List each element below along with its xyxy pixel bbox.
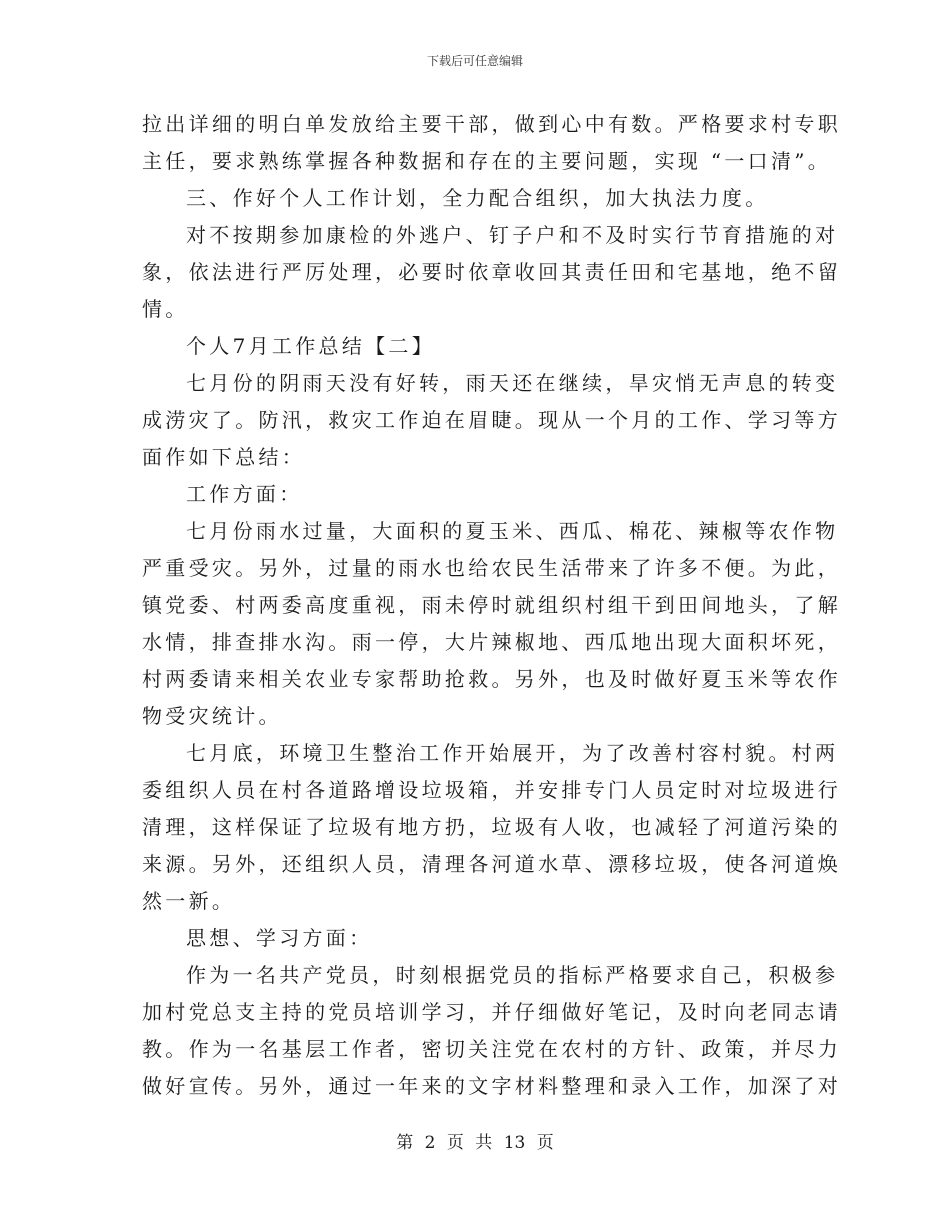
text-line: 严重受灾。另外，过量的雨水也给农民生活带来了许多不便。为此， [142,556,841,580]
page-header: 下载后可任意编辑 [426,54,523,68]
text-line: 加村党总支主持的党员培训学习，并仔细做好笔记，及时向老同志请 [142,1000,841,1024]
text-line: 三、作好个人工作计划，全力配合组织，加大执法力度。 [186,186,769,210]
text-line: 个人7月工作总结【二】 [186,334,436,358]
text-line: 七月底，环境卫生整治工作开始展开，为了改善村容村貌。村两 [186,741,839,765]
text-line: 七月份雨水过量，大面积的夏玉米、西瓜、棉花、辣椒等农作物 [186,519,839,543]
text-line: 思想、学习方面： [186,926,373,950]
page-footer: 第 2 页 共 13 页 [396,1133,554,1153]
text-line: 七月份的阴雨天没有好转，雨天还在继续，旱灾悄无声息的转变 [186,371,839,395]
text-line: 工作方面： [186,482,303,506]
text-line: 情。 [142,297,189,321]
text-line: 拉出详细的明白单发放给主要干部，做到心中有数。严格要求村专职 [142,112,841,136]
document-body [142,106,841,1105]
text-line: 做好宣传。另外，通过一年来的文字材料整理和录入工作，加深了对 [142,1074,841,1098]
text-line: 然一新。 [142,889,236,913]
text-line: 物受灾统计。 [142,704,282,728]
text-line: 面作如下总结： [142,445,306,469]
text-line: 水情，排查排水沟。雨一停，大片辣椒地、西瓜地出现大面积坏死， [142,630,841,654]
text-line: 作为一名共产党员，时刻根据党员的指标严格要求自己，积极参 [186,963,839,987]
text-line: 来源。另外，还组织人员，清理各河道水草、漂移垃圾，使各河道焕 [142,852,841,876]
text-line: 教。作为一名基层工作者，密切关注党在农村的方针、政策，并尽力 [142,1037,841,1061]
text-line: 镇党委、村两委高度重视，雨未停时就组织村组干到田间地头，了解 [142,593,841,617]
text-line: 象，依法进行严厉处理，必要时依章收回其责任田和宅基地，绝不留 [142,260,841,284]
text-line: 主任，要求熟练掌握各种数据和存在的主要问题，实现 “一口清”。 [142,149,832,173]
text-line: 对不按期参加康检的外逃户、钉子户和不及时实行节育措施的对 [186,223,839,247]
text-line: 成涝灾了。防汛，救灾工作迫在眉睫。现从一个月的工作、学习等方 [142,408,841,432]
text-line: 委组织人员在村各道路增设垃圾箱，并安排专门人员定时对垃圾进行 [142,778,841,802]
text-line: 清理，这样保证了垃圾有地方扔，垃圾有人收，也减轻了河道污染的 [142,815,841,839]
text-line: 村两委请来相关农业专家帮助抢救。另外，也及时做好夏玉米等农作 [142,667,841,691]
